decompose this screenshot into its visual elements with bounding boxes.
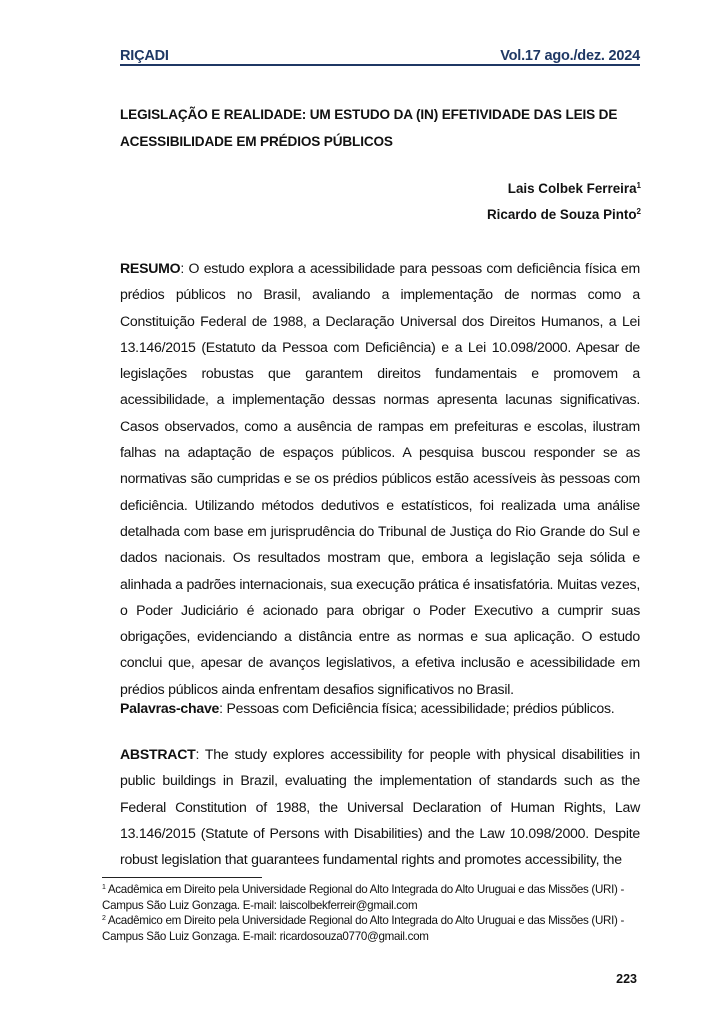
footnotes [102, 882, 662, 944]
abstract-paragraph [120, 741, 640, 872]
resumo-label: RESUMO [120, 260, 181, 276]
author: Ricardo de Souza Pinto$^2$ [487, 207, 641, 222]
resumo-paragraph [120, 255, 640, 702]
keywords-paragraph [120, 695, 640, 721]
author: Lais Colbek Ferreira$^1$ [507, 181, 641, 196]
footnote-ref[interactable]: 1 [636, 181, 641, 190]
abstract-text: : The study explores accessibility for people with physical disabilities in public buildings in Brazil, evaluating the implementation of standards such as the Federal Constitution of 1988, the Universal Declaration of Human Rights, Law 13.146/2015 (Statute of Persons with Disabilities) and the Law 10.098/2000. Despite robust legislation that guarantees fundamental rights and promotes accessibility, the [120, 746, 640, 868]
running-header [120, 46, 640, 66]
volume-info: Vol.17 ago./dez. 2024 [500, 48, 640, 64]
author-list [487, 176, 641, 228]
journal-name: RIÇADI [120, 48, 169, 64]
footnote: $^1$ Acadêmica em Direito pela Universidade Regional do Alto Integrada do Alto Uruguai e das Missões (URI) - Campus São Luiz Gonzaga. E-mail: laiscolbekferreir@gmail.com [102, 883, 625, 912]
article-title: LEGISLAÇÃO E REALIDADE: UM ESTUDO DA (IN) EFETIVIDADE DAS LEIS DE ACESSIBILIDADE EM PRÉDIOS PÚBLICOS [120, 107, 618, 149]
page-number: 223 [616, 972, 637, 986]
keywords-text: : Pessoas com Deficiência física; acessibilidade; prédios públicos. [219, 700, 615, 716]
footnote-divider [102, 877, 262, 878]
keywords-label: Palavras-chave [120, 700, 220, 716]
resumo-text: : O estudo explora a acessibilidade para pessoas com deficiência física em prédios públicos no Brasil, avaliando a implementação de normas como a Constituição Federal de 1988, a Declaração Universal dos Direitos Humanos, a Lei 13.146/2015 (Estatuto da Pessoa com Deficiência) e a Lei 10.098/2000. Apesar de legislações robustas que garantem direitos fundamentais e promovem a acessibilidade, a implementação dessas normas apresenta lacunas significativas. Casos observados, como a ausência de rampas em prefeituras e escolas, ilustram falhas na adaptação de espaços públicos. A pesquisa buscou responder se as normativas são cumpridas e se os prédios públicos estão acessíveis às pessoas com deficiência. Utilizando métodos dedutivos e estatísticos, foi realizada uma análise detalhada com base em jurisprudência do Tribunal de Justiça do Rio Grande do Sul e dados nacionais. Os resultados mostram que, embora a legislação seja sólida e alinhada a padrões internacionais, sua execução prática é insatisfatória. Muitas vezes, o Poder Judiciário é acionado para obrigar o Poder Executivo a cumprir suas obrigações, evidenciando a distância entre as normas e sua aplicação. O estudo conclui que, apesar de avanços legislativos, a efetiva inclusão e acessibilidade em prédios públicos ainda enfrentam desafios significativos no Brasil. [120, 260, 640, 697]
abstract-label: ABSTRACT [120, 746, 196, 762]
footnote-ref[interactable]: 2 [636, 207, 641, 216]
footnote: $^2$ Acadêmico em Direito pela Universidade Regional do Alto Integrada do Alto Uruguai e das Missões (URI) - Campus São Luiz Gonzaga. E-mail: ricardosouza0770@gmail.com [102, 914, 625, 943]
